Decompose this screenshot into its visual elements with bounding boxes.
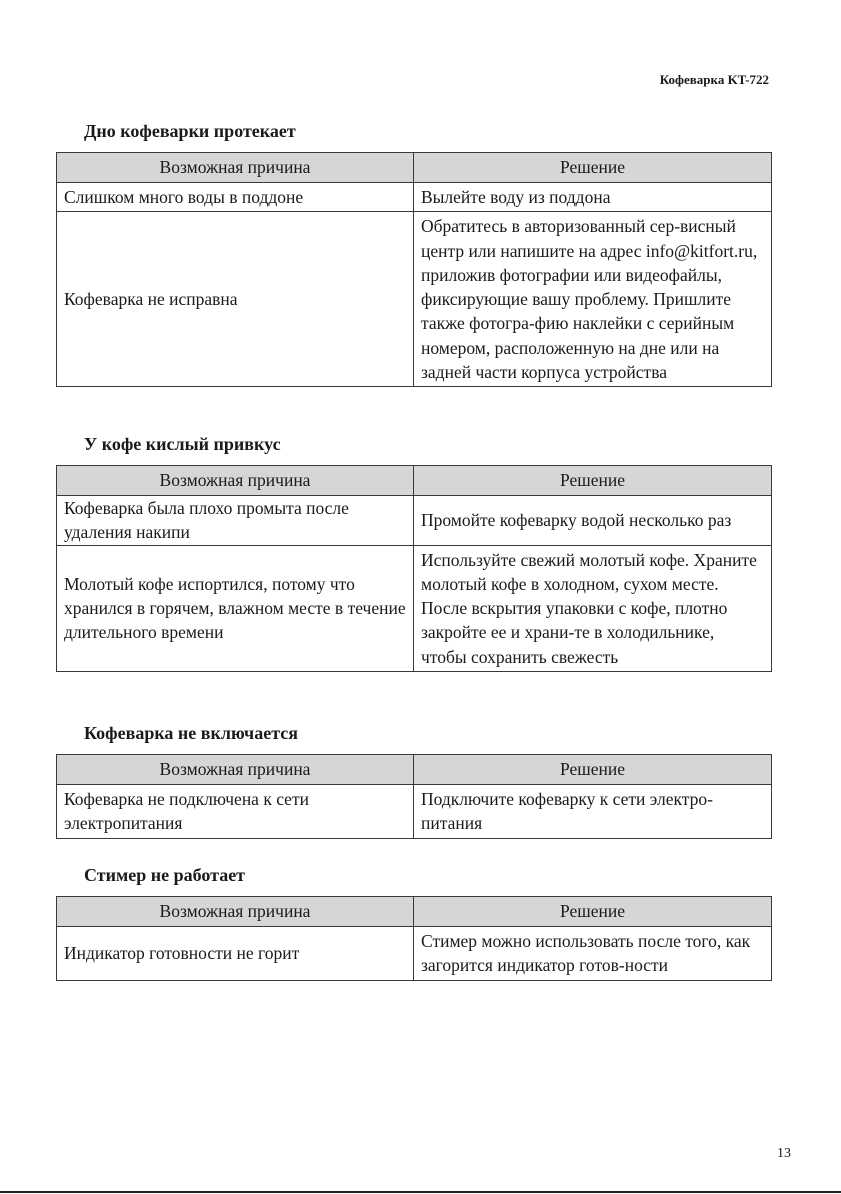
page-bottom-rule: [0, 1191, 841, 1193]
section-bottom-leaks: [56, 118, 771, 387]
table-row: [57, 183, 772, 212]
section-steamer: [56, 862, 771, 981]
solution-cell: Вылейте воду из поддона: [414, 183, 772, 212]
table-header-row: [57, 466, 772, 496]
troubleshooting-table: [56, 896, 772, 981]
table-header-row: [57, 755, 772, 785]
section-title: У кофе кислый привкус: [84, 434, 281, 454]
cause-cell: Кофеварка не подключена к сети электропитания: [57, 785, 414, 839]
section-title: Кофеварка не включается: [84, 723, 298, 743]
solution-cell: Промойте кофеварку водой несколько раз: [414, 496, 772, 546]
table-row: [57, 545, 772, 671]
table-row: [57, 927, 772, 981]
solution-column-header: Решение: [414, 897, 772, 927]
cause-column-header: Возможная причина: [57, 897, 414, 927]
solution-column-header: Решение: [414, 153, 772, 183]
section-no-power: [56, 720, 771, 839]
troubleshooting-table: [56, 465, 772, 672]
troubleshooting-table: [56, 754, 772, 839]
solution-column-header: Решение: [414, 466, 772, 496]
running-header: Кофеварка KT-722: [659, 72, 769, 87]
cause-cell: Кофеварка не исправна: [57, 212, 414, 387]
cause-column-header: Возможная причина: [57, 466, 414, 496]
cause-cell: Индикатор готовности не горит: [57, 927, 414, 981]
table-row: [57, 212, 772, 387]
cause-column-header: Возможная причина: [57, 153, 414, 183]
troubleshooting-table: [56, 152, 772, 387]
section-sour-taste: [56, 431, 771, 672]
cause-cell: Слишком много воды в поддоне: [57, 183, 414, 212]
cause-cell: Молотый кофе испортился, потому что хранился в горячем, влажном месте в течение длительного времени: [57, 545, 414, 671]
table-header-row: [57, 153, 772, 183]
section-title: Дно кофеварки протекает: [84, 121, 296, 141]
table-header-row: [57, 897, 772, 927]
solution-cell: Подключите кофеварку к сети электро-питания: [414, 785, 772, 839]
cause-column-header: Возможная причина: [57, 755, 414, 785]
solution-cell: Обратитесь в авторизованный сер-висный центр или напишите на адрес info@kitfort.ru, приложив фотографии или видеофайлы, фиксирующие вашу проблему. Пришлите также фотогра-фию наклейки с серийным номером, расположенную на дне или на задней части корпуса устройства: [414, 212, 772, 387]
solution-cell: Используйте свежий молотый кофе. Храните молотый кофе в холодном, сухом месте. После вскрытия упаковки с кофе, плотно закройте ее и храни-те в холодильнике, чтобы сохранить свежесть: [414, 545, 772, 671]
table-row: [57, 496, 772, 546]
page-number: 13: [777, 1146, 791, 1161]
section-title: Стимер не работает: [84, 865, 246, 885]
solution-cell: Стимер можно использовать после того, как загорится индикатор готов-ности: [414, 927, 772, 981]
table-row: [57, 785, 772, 839]
solution-column-header: Решение: [414, 755, 772, 785]
cause-cell: Кофеварка была плохо промыта после удаления накипи: [57, 496, 414, 546]
